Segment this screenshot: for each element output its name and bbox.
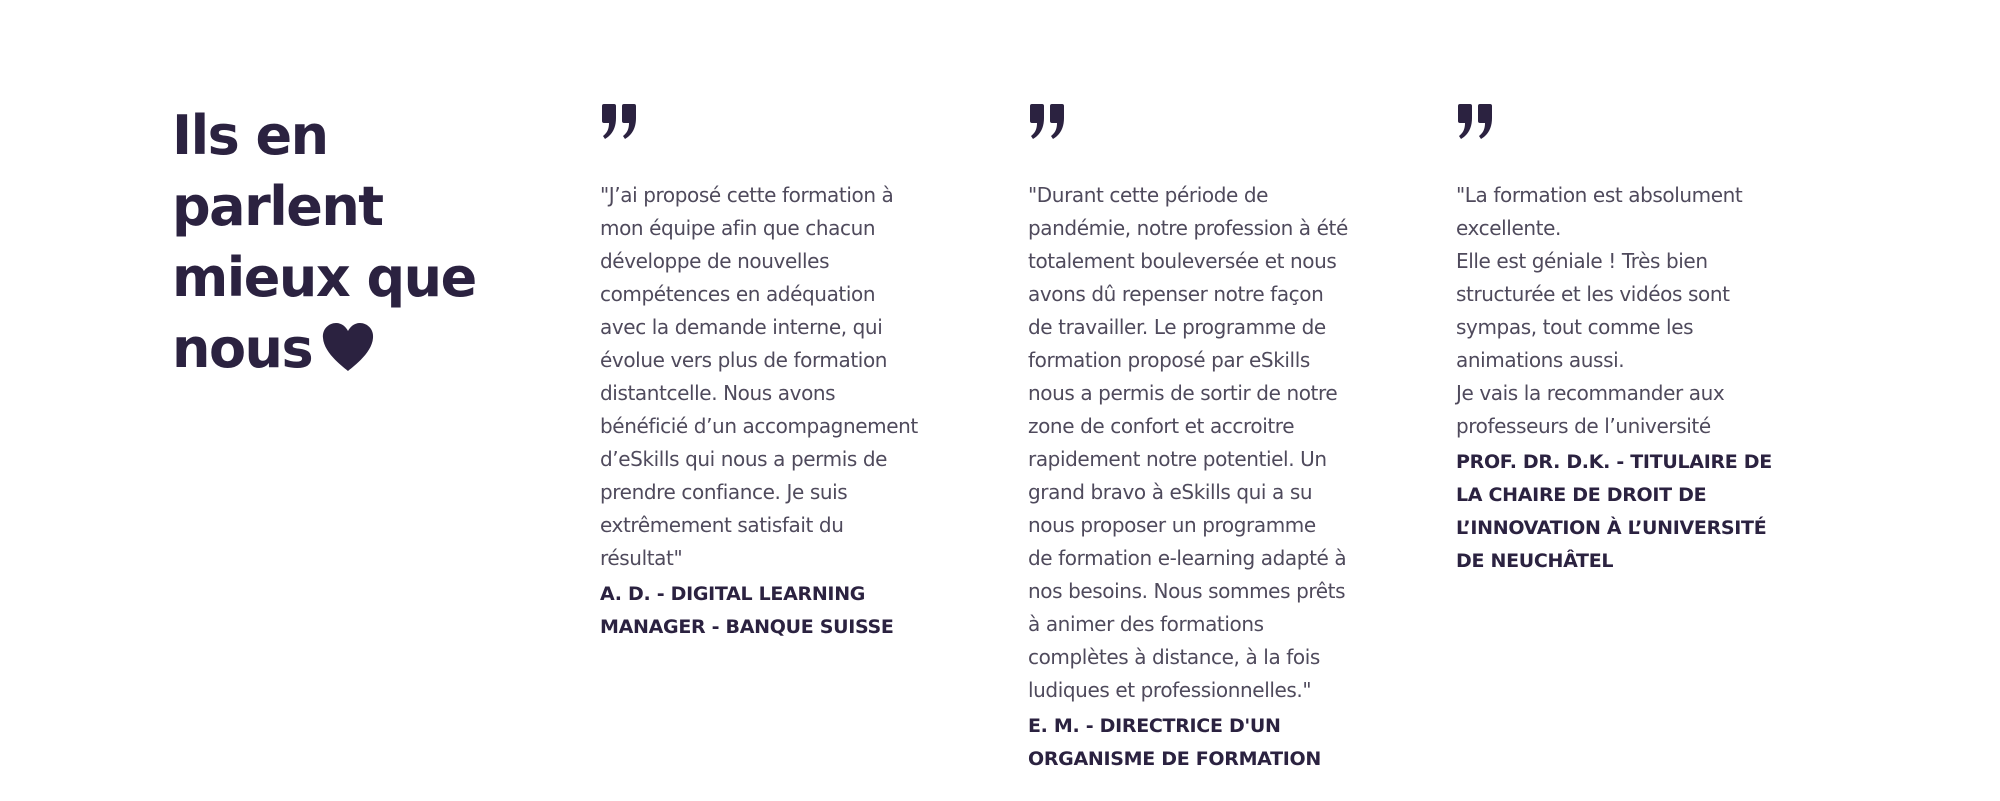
testimonial-author: E. M. - DIRECTRICE D'UN ORGANISME DE FORMATION — [1028, 715, 1321, 770]
quote-icon — [1028, 103, 1068, 141]
testimonial-author: A. D. - DIGITAL LEARNING MANAGER - BANQUE SUISSE — [600, 583, 894, 638]
heading-line: parlent — [172, 175, 383, 238]
testimonial-card — [1028, 100, 1368, 776]
section-heading — [172, 100, 532, 384]
testimonial-quote: "J’ai proposé cette formation à mon équipe afin que chacun développe de nouvelles compétences en adéquation avec la demande interne, qui évolue vers plus de formation distantcelle. Nous avons bénéficié d’un accompagnement d’eSkills qui nous a permis de prendre confiance. Je suis extrêmement satisfait du résultat" — [600, 183, 918, 570]
heading-line: Ils en — [172, 104, 328, 167]
heart-icon — [320, 321, 376, 373]
heading-line-text: nous — [172, 317, 313, 380]
testimonial-card — [600, 100, 940, 644]
section-heading-container — [172, 100, 532, 384]
heading-line-last — [172, 313, 532, 384]
heading-line: mieux que — [172, 246, 476, 309]
testimonial-author: PROF. DR. D.K. - TITULAIRE DE LA CHAIRE DE DROIT DE L’INNOVATION À L’UNIVERSITÉ DE NEUCHÂTEL — [1456, 451, 1772, 572]
testimonial-card — [1456, 100, 1796, 578]
quote-icon — [600, 103, 640, 141]
quote-icon — [1456, 103, 1496, 141]
testimonial-quote: "La formation est absolument excellente. Elle est géniale ! Très bien structurée et les vidéos sont sympas, tout comme les animations aussi. Je vais la recommander aux professeurs de l’université — [1456, 183, 1743, 438]
testimonial-quote: "Durant cette période de pandémie, notre profession à été totalement bouleversée et nous avons dû repenser notre façon de travailler. Le programme de formation proposé par eSkills nous a permis de sortir de notre zone de confort et accroitre rapidement notre potentiel. Un grand bravo à eSkills qui a su nous proposer un programme de formation e-learning adapté à nos besoins. Nous sommes prêts à animer des formations complètes à distance, à la fois ludiques et professionnelles." — [1028, 183, 1348, 702]
